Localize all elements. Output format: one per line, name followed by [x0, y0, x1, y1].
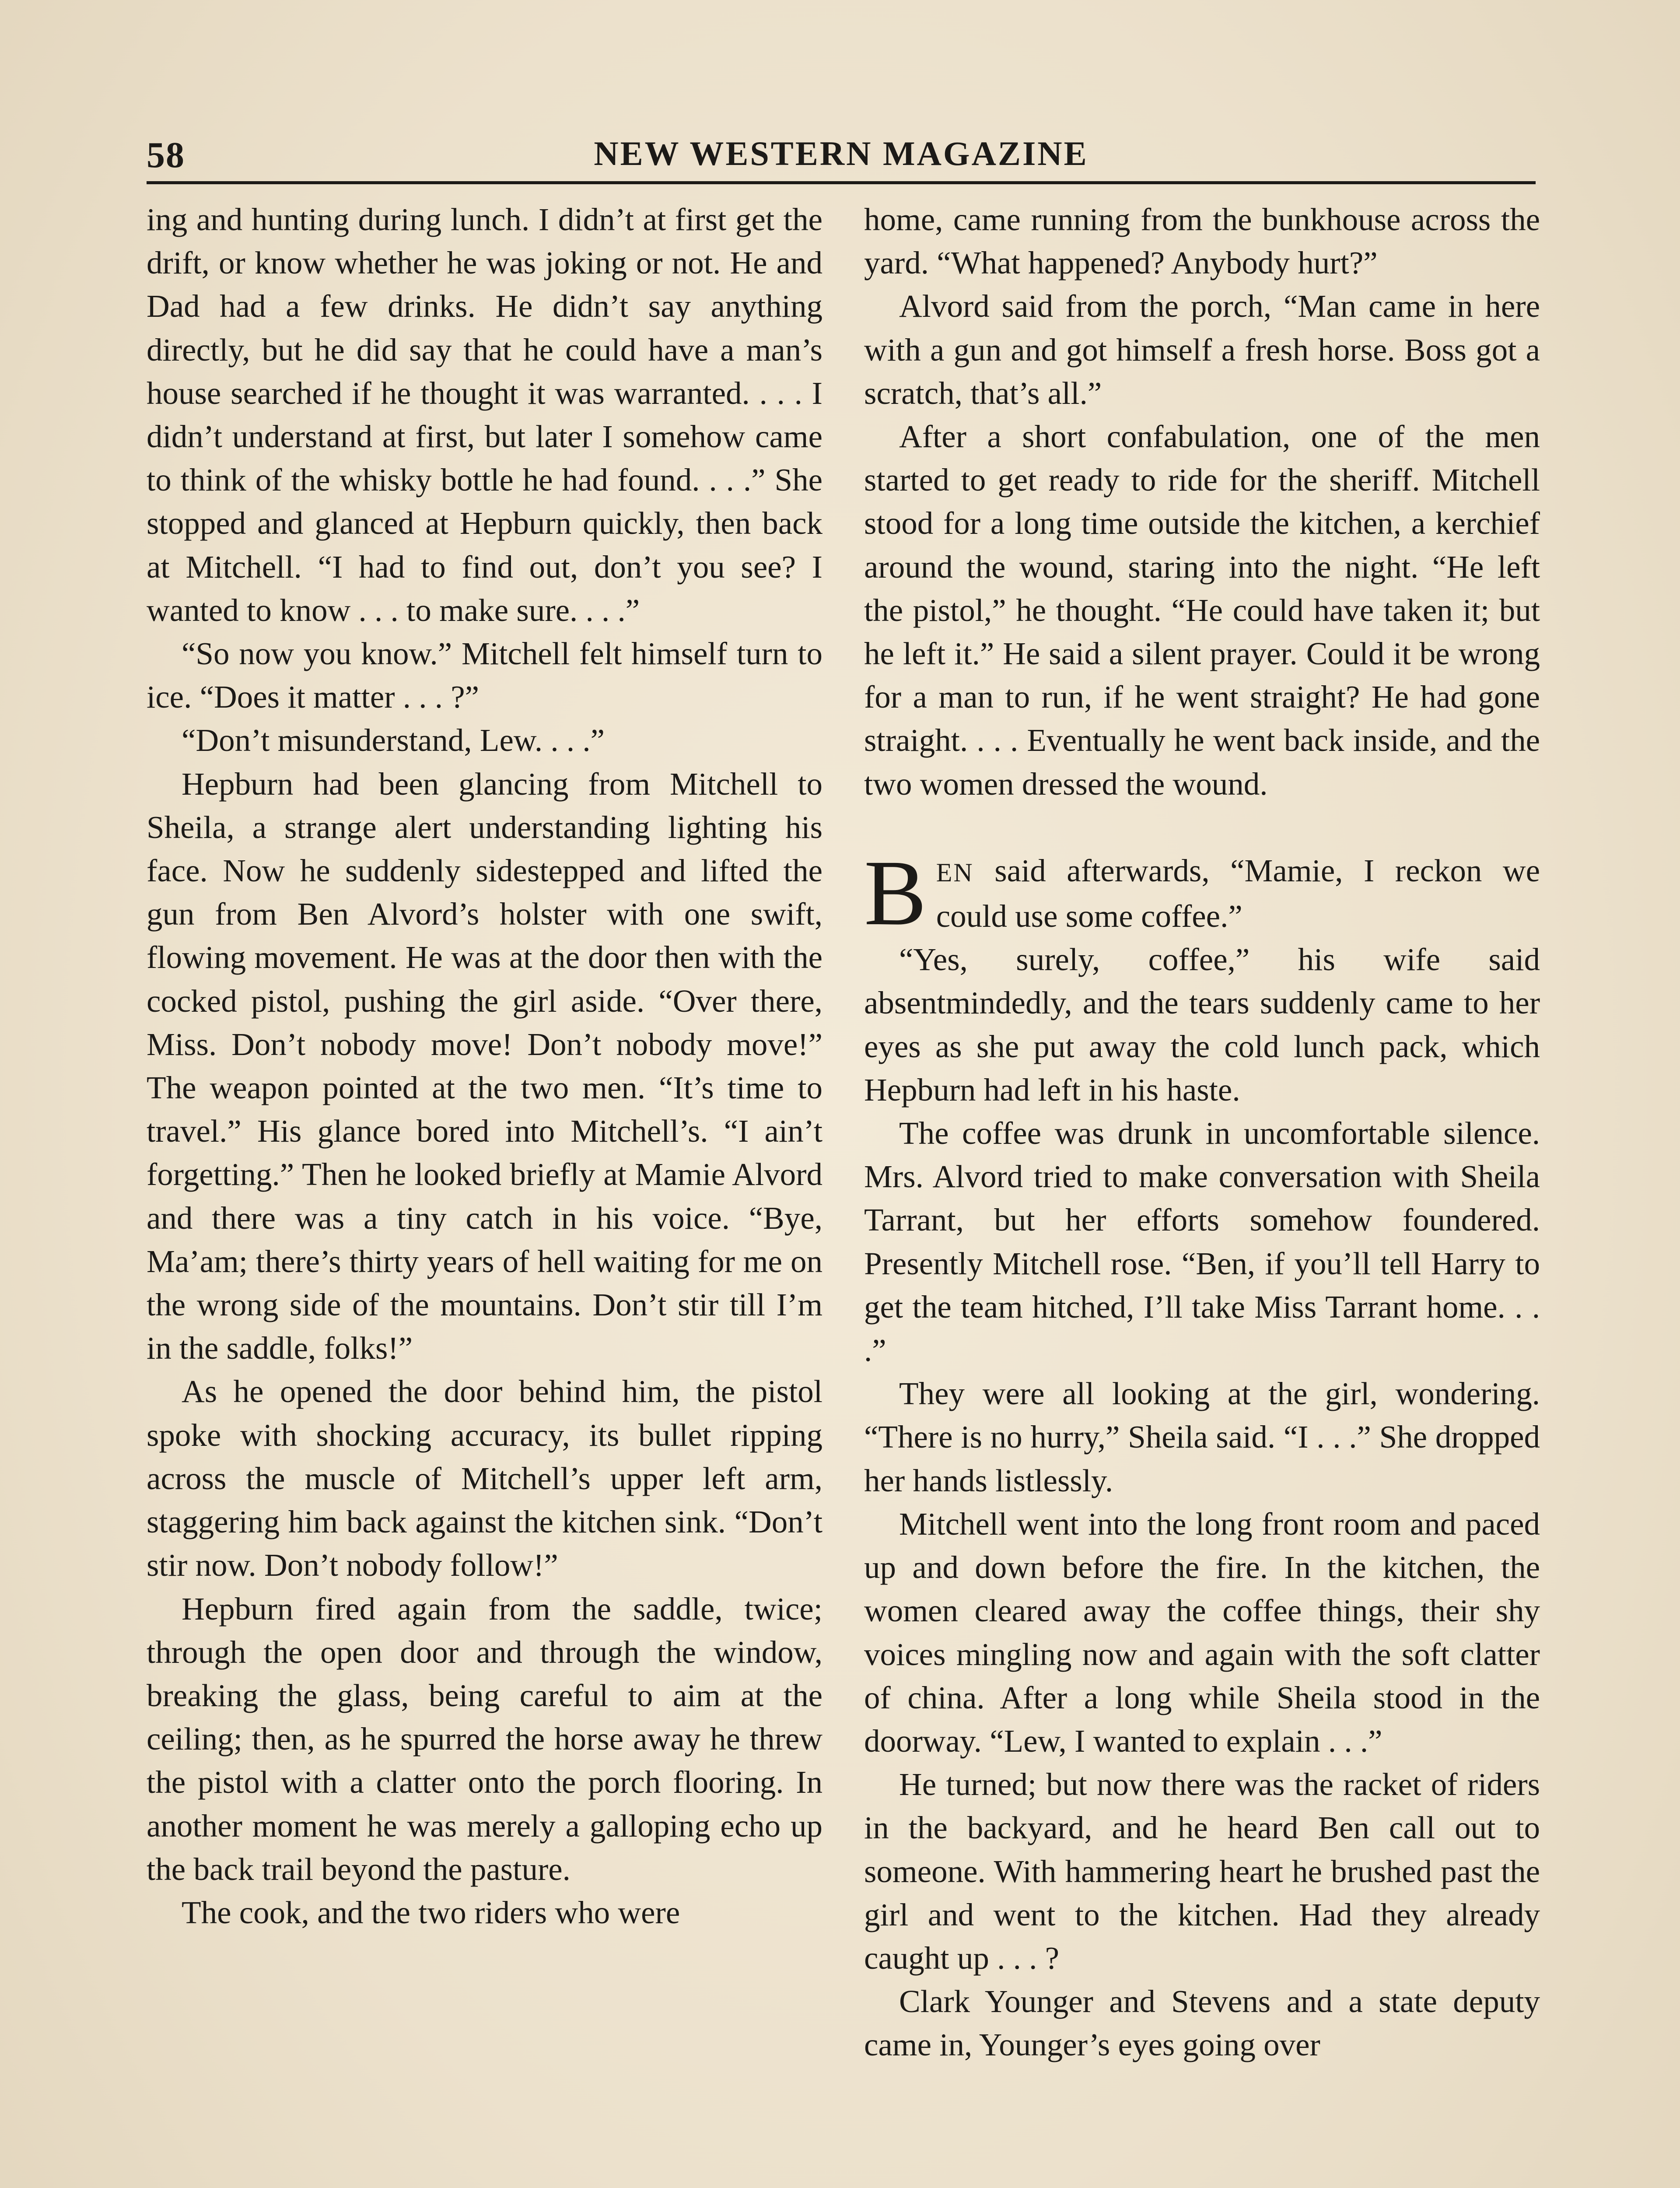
paragraph: Alvord said from the porch, “Man came in here with a gun and got himself a fresh horse. Boss got a scratch, that’s all.”: [864, 288, 1540, 411]
drop-cap: B: [864, 841, 927, 945]
paragraph: He turned; but now there was the racket of riders in the backyard, and he heard Ben call out to someone. With hammering heart he brushed past the girl and went to the kitchen. Had they already caught up . . . ?: [864, 1767, 1540, 1976]
paragraph: The coffee was drunk in uncomfortable silence. Mrs. Alvord tried to make conversation with Sheila Tarrant, but her efforts somehow foundered. Presently Mitchell rose. “Ben, if you’ll tell Harry to get the team hitched, I’ll take Miss Tarrant home. . . .”: [864, 1115, 1540, 1368]
section-start-paragraph: [864, 841, 1540, 945]
paragraph: After a short confabulation, one of the men started to get ready to ride for the sheriff. Mitchell stood for a long time outside the kitchen, a kerchief around the wound, staring into the night. “He left the pistol,” he thought. “He could have taken it; but he left it.” He said a silent prayer. Could it be wrong for a man to run, if he went straight? He had gone straight. . . . Eventually he went back inside, and the two women dressed the wound.: [864, 419, 1540, 802]
running-title: NEW WESTERN MAGAZINE: [594, 134, 1088, 172]
paragraph: “Don’t misunderstand, Lew. . . .”: [182, 722, 605, 758]
paragraph: Hepburn had been glancing from Mitchell to Sheila, a strange alert understanding lighting his face. Now he suddenly sidestepped and lifted the gun from Ben Alvord’s holster with one swift, flowing movement. He was at the door then with the cocked pistol, pushing the girl aside. “Over there, Miss. Don’t nobody move! Don’t nobody move!” The weapon pointed at the two men. “It’s time to travel.” His glance bored into Mitchell’s. “I ain’t forgetting.” Then he looked briefly at Mamie Alvord and there was a tiny catch in his voice. “Bye, Ma’am; there’s thirty years of hell waiting for me on the wrong side of the mountains. Don’t stir till I’m in the saddle, folks!”: [147, 766, 822, 1366]
paragraph: “Yes, surely, coffee,” his wife said absentmindedly, and the tears suddenly came to her eyes as she put away the cold lunch pack, which Hepburn had left in his haste.: [864, 942, 1540, 1108]
small-caps-text: EN: [936, 858, 974, 887]
section-start-text: said afterwards, “Mamie, I reckon we could use some coffee.”: [936, 852, 1540, 934]
paragraph: Hepburn fired again from the saddle, twice; through the open door and through the window, breaking the glass, being careful to aim at the ceiling; then, as he spurred the horse away he threw the pistol with a clatter onto the porch flooring. In another moment he was merely a galloping echo up the back trail beyond the pasture.: [147, 1591, 822, 1887]
left-column: [147, 198, 822, 1934]
paragraph: ing and hunting during lunch. I didn’t at first get the drift, or know whether he was joking or not. He and Dad had a few drinks. He didn’t say anything directly, but he did say that he could have a man’s house searched if he thought it was warranted. . . . I didn’t understand at first, but later I somehow came to think of the whisky bottle he had found. . . .” She stopped and glanced at Hepburn quickly, then back at Mitchell. “I had to find out, don’t you see? I wanted to know . . . to make sure. . . .”: [147, 202, 822, 628]
page-number: 58: [147, 135, 185, 175]
header-rule: [147, 181, 1536, 184]
paragraph: Mitchell went into the long front room and paced up and down before the fire. In the kitchen, the women cleared away the coffee things, their shy voices mingling now and again with the soft clatter of china. After a long while Sheila stood in the doorway. “Lew, I wanted to explain . . .”: [864, 1506, 1540, 1759]
paragraph: The cook, and the two riders who were: [182, 1894, 680, 1930]
right-column: [864, 198, 1540, 2067]
paragraph: “So now you know.” Mitchell felt himself turn to ice. “Does it matter . . . ?”: [147, 636, 822, 715]
paragraph: home, came running from the bunkhouse across the yard. “What happened? Anybody hurt?”: [864, 202, 1540, 281]
paragraph: As he opened the door behind him, the pistol spoke with shocking accuracy, its bullet ripping across the muscle of Mitchell’s upper left arm, staggering him back against the kitchen sink. “Don’t stir now. Don’t nobody follow!”: [147, 1374, 822, 1583]
paragraph: They were all looking at the girl, wondering. “There is no hurry,” Sheila said. “I . . .” She dropped her hands listlessly.: [864, 1376, 1540, 1498]
page-header: [147, 130, 1536, 178]
paragraph: Clark Younger and Stevens and a state deputy came in, Younger’s eyes going over: [864, 1984, 1540, 2063]
